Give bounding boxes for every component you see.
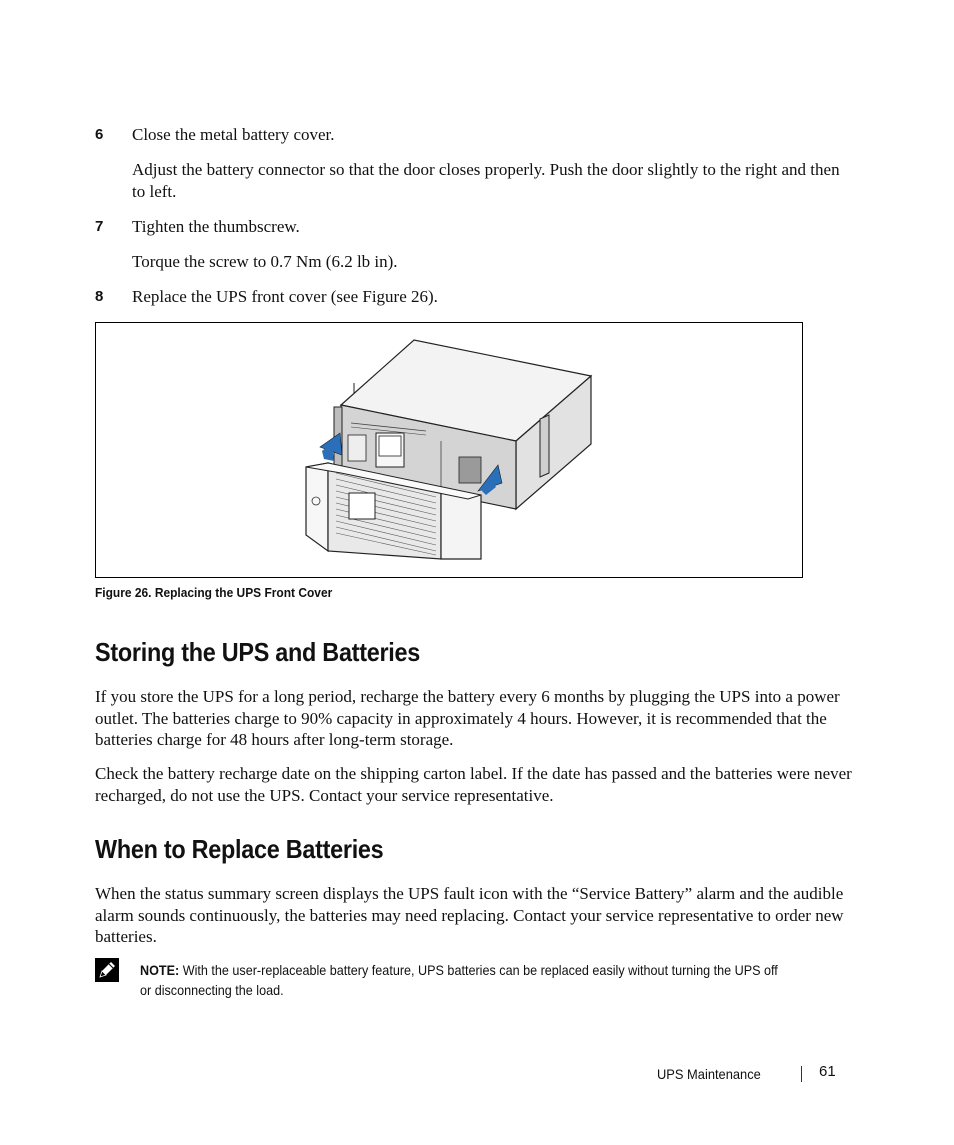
note-body: With the user-replaceable battery feature, UPS batteries can be replaced easily without turning the UPS off or disconnecting the load. [140,962,778,998]
paragraph: When the status summary screen displays the UPS fault icon with the “Service Battery” alarm and the audible alarm sounds continuously, the batteries may need replacing. Contact your service representative to order new batteries. [95,884,844,946]
step-detail: Torque the screw to 0.7 Nm (6.2 lb in). [132,252,398,271]
step-detail: Adjust the battery connector so that the door closes properly. Push the door slightly to the right and then to left. [132,160,840,201]
step-text: Tighten the thumbscrew. [132,217,300,236]
step-number: 6 [95,126,104,143]
figure-frame [95,322,803,578]
ups-front-cover-illustration [96,323,802,577]
footer-section-title: UPS Maintenance [657,1066,761,1082]
note [140,960,788,1000]
footer-divider [801,1066,802,1082]
note-pencil-icon [95,958,119,982]
step-number: 8 [95,288,104,305]
note-label: NOTE: [140,962,180,978]
section-heading-storing: Storing the UPS and Batteries [95,637,421,667]
step-text: Close the metal battery cover. [132,125,335,144]
step-text: Replace the UPS front cover (see Figure 26). [132,287,438,306]
figure-caption: Figure 26. Replacing the UPS Front Cover [95,585,333,600]
page-number: 61 [819,1063,836,1080]
paragraph: Check the battery recharge date on the shipping carton label. If the date has passed and the batteries were never recharged, do not use the UPS. Contact your service representative. [95,764,852,805]
paragraph: If you store the UPS for a long period, recharge the battery every 6 months by plugging the UPS into a power outlet. The batteries charge to 90% capacity in approximately 4 hours. However, it is recommended that the batteries charge for 48 hours after long-term storage. [95,687,840,749]
step-number: 7 [95,218,104,235]
section-heading-replace: When to Replace Batteries [95,834,384,864]
